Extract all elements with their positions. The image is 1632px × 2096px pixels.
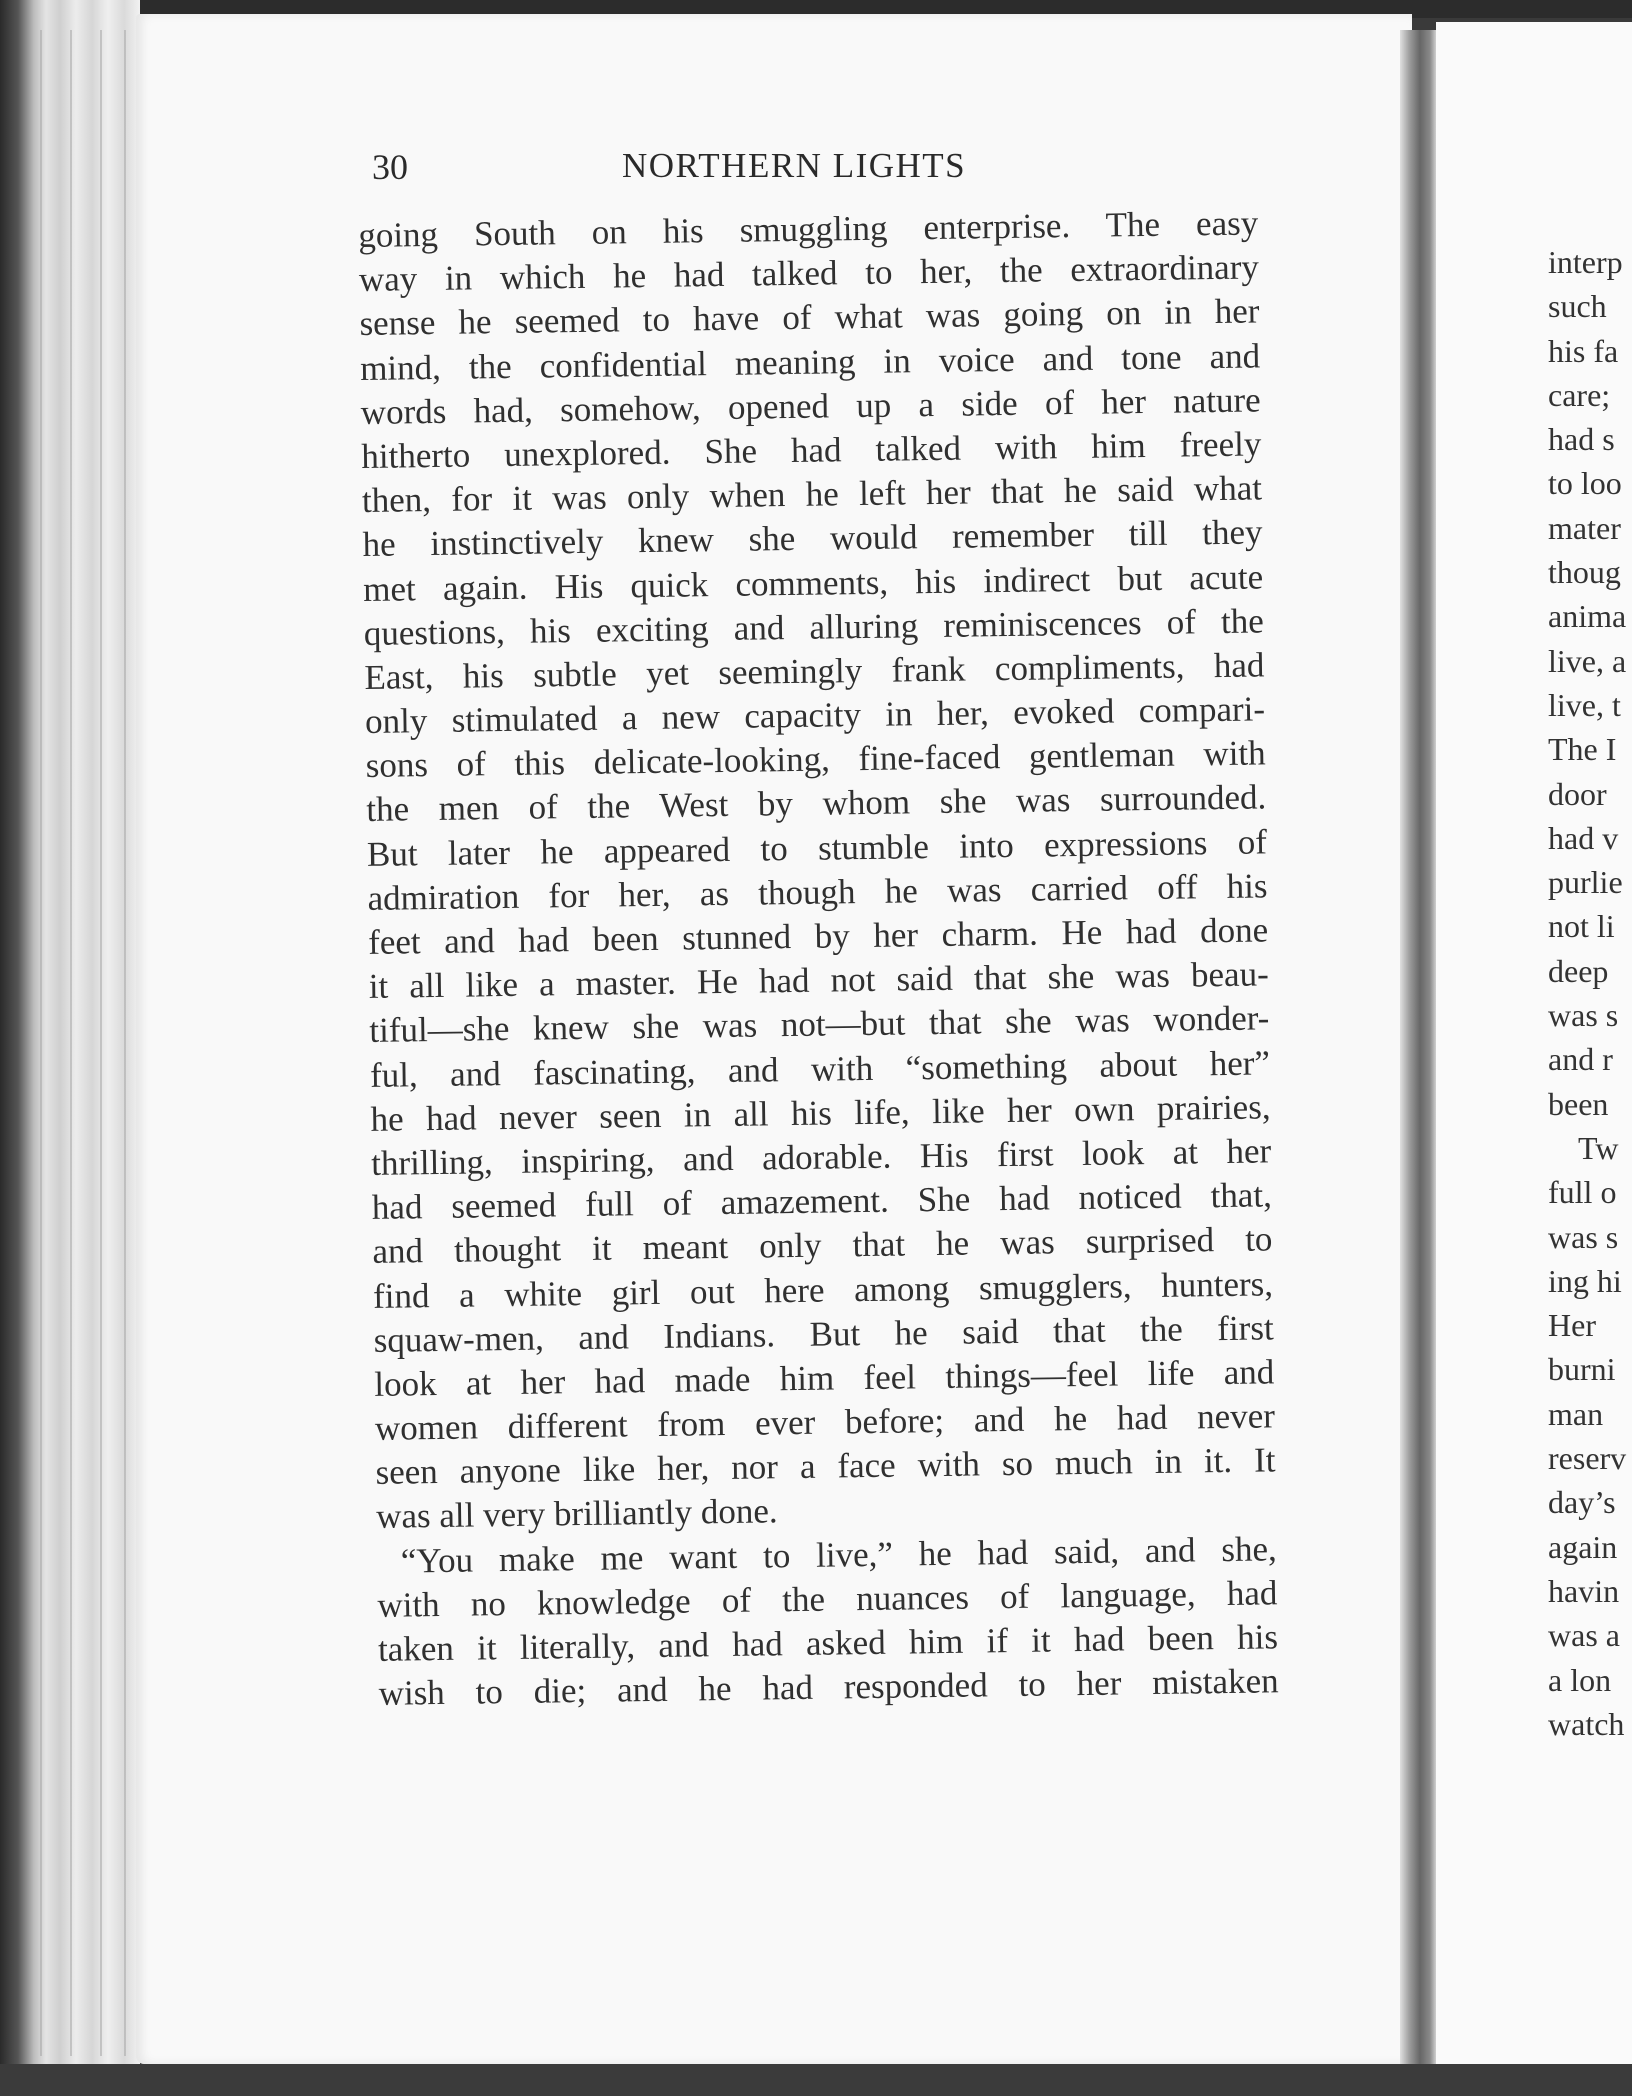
facing-text-line: and r xyxy=(1548,1041,1613,1078)
text-line: sons of this delicate-looking, fine-faced gentleman with xyxy=(365,733,1266,786)
facing-text-line: thoug xyxy=(1548,554,1621,591)
text-line: look at her had made him feel things—feel life and xyxy=(374,1352,1275,1404)
facing-text-line: deep xyxy=(1548,952,1609,989)
facing-text-line: anima xyxy=(1548,598,1627,635)
facing-text-line: burni xyxy=(1548,1351,1616,1388)
text-line: met again. His quick comments, his indirect but acute xyxy=(362,556,1264,609)
facing-text-line: care; xyxy=(1548,376,1611,413)
text-line: squaw-men, and Indians. But he said that the first xyxy=(373,1308,1274,1360)
facing-text-line: Tw xyxy=(1578,1129,1619,1166)
facing-text-line: to loo xyxy=(1548,465,1622,502)
facing-text-line: his fa xyxy=(1548,332,1619,369)
facing-text-line: was s xyxy=(1548,1218,1619,1255)
facing-text-line: had s xyxy=(1548,421,1615,458)
text-line: it all like a master. He had not said that she was beau- xyxy=(368,954,1269,1007)
running-head xyxy=(372,146,1252,194)
facing-text-line: havin xyxy=(1548,1572,1620,1609)
book-gutter xyxy=(1400,30,1436,2090)
text-line: way in which he had talked to her, the extraordinary xyxy=(358,247,1260,300)
text-line: he instinctively knew she would remember till they xyxy=(362,512,1263,565)
text-line: the men of the West by whom she was surrounded. xyxy=(366,777,1267,830)
body-text xyxy=(358,201,1279,1716)
text-line: thrilling, inspiring, and adorable. His first look at her xyxy=(370,1131,1272,1183)
text-line: hitherto unexplored. She had talked with him freely xyxy=(361,424,1262,476)
text-line: and thought it meant only that he was surprised to xyxy=(372,1219,1273,1272)
facing-text-line: not li xyxy=(1548,908,1615,945)
text-line: had seemed full of amazement. She had noticed that, xyxy=(371,1175,1273,1228)
facing-text-line: a lon xyxy=(1548,1661,1612,1698)
page-edge-line xyxy=(100,30,102,2056)
text-line: tiful—she knew she was not—but that she was wonder- xyxy=(369,998,1270,1051)
text-line: words had, somehow, opened up a side of her nature xyxy=(360,380,1261,432)
facing-text-line: was s xyxy=(1548,997,1619,1034)
text-line: only stimulated a new capacity in her, evoked compari- xyxy=(364,689,1266,742)
text-line: find a white girl out here among smugglers, hunters, xyxy=(372,1263,1274,1316)
page-edge-line xyxy=(40,30,42,2056)
facing-text-line: The I xyxy=(1548,731,1617,768)
facing-text-line: interp xyxy=(1548,244,1623,280)
facing-text-line: been xyxy=(1548,1085,1609,1122)
text-line: going South on his smuggling enterprise. The easy xyxy=(358,203,1259,255)
text-line: then, for it was only when he left her that he said what xyxy=(361,468,1263,521)
facing-text-line: live, t xyxy=(1548,686,1621,723)
text-line: women different from ever before; and he had never xyxy=(374,1396,1276,1448)
running-title: NORTHERN LIGHTS xyxy=(622,146,967,185)
text-line: “You make me want to live,” he had said, and she, xyxy=(400,1528,1277,1581)
facing-text-line: Her xyxy=(1548,1307,1596,1344)
facing-text-line: man xyxy=(1548,1395,1604,1432)
text-line: seen anyone like her, nor a face with so much in it. It xyxy=(375,1440,1276,1493)
text-line: East, his subtle yet seemingly frank compliments, had xyxy=(364,645,1265,697)
facing-text-line: ing hi xyxy=(1548,1262,1622,1299)
bottom-border xyxy=(0,2064,1632,2096)
text-line: sense he seemed to have of what was going on in her xyxy=(359,291,1260,344)
text-line: he had never seen in all his life, like her own prairies, xyxy=(370,1087,1271,1139)
text-line: mind, the confidential meaning in voice and tone and xyxy=(359,335,1261,388)
facing-text-line: mater xyxy=(1548,509,1621,546)
facing-text-line: door xyxy=(1548,775,1607,812)
page-edge-line xyxy=(70,30,72,2056)
facing-text-line: day’s xyxy=(1548,1484,1616,1521)
text-line: But later he appeared to stumble into expressions of xyxy=(366,821,1268,874)
text-line: taken it literally, and had asked him if it had been his xyxy=(377,1617,1279,1669)
text-line: was all very brilliantly done. xyxy=(375,1491,778,1537)
facing-text-line: watch xyxy=(1548,1705,1625,1742)
facing-page-text xyxy=(1548,240,1632,1746)
text-line: with no knowledge of the nuances of language, had xyxy=(377,1573,1278,1625)
facing-text-line: full o xyxy=(1548,1174,1617,1211)
facing-text-line: purlie xyxy=(1548,864,1623,901)
facing-text-line: was a xyxy=(1548,1617,1620,1654)
page-edge-line xyxy=(124,30,126,2056)
facing-text-line: reserv xyxy=(1548,1440,1627,1477)
text-line: questions, his exciting and alluring reminiscences of the xyxy=(363,601,1265,653)
facing-text-line: again xyxy=(1548,1528,1618,1565)
text-line: feet and had been stunned by her charm. He had done xyxy=(367,910,1269,962)
text-line: wish to die; and he had responded to her mistaken xyxy=(378,1661,1279,1714)
text-line: admiration for her, as though he was carried off his xyxy=(367,866,1268,918)
page-edge-stack xyxy=(0,0,140,2096)
facing-text-line: had v xyxy=(1548,819,1619,856)
text-line: ful, and fascinating, and with “something about her” xyxy=(369,1042,1271,1095)
facing-text-line: such xyxy=(1548,288,1607,325)
page-number: 30 xyxy=(372,147,408,187)
facing-text-line: live, a xyxy=(1548,642,1627,679)
